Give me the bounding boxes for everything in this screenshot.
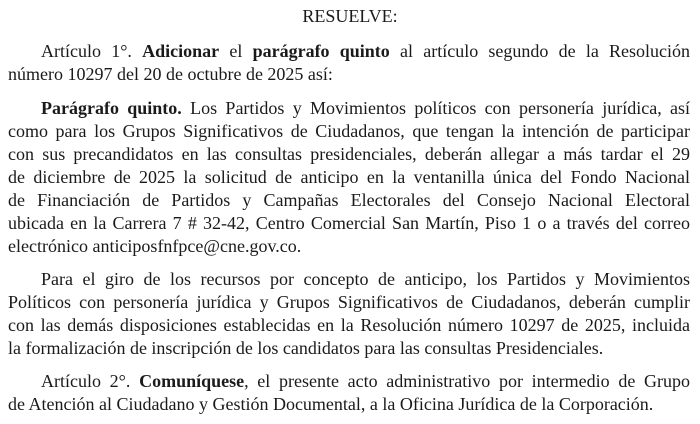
- article-1-label: Artículo 1°.: [41, 41, 132, 61]
- article-1-target: parágrafo quinto: [252, 41, 390, 61]
- giro-line-1: Para el giro de los recursos por concepto de anticipo, los Partidos y Movimientos: [41, 269, 690, 289]
- paragraph-5-line-2: como para los Grupos Significativos de Ciudadanos, que tengan la intención de participar: [8, 121, 690, 141]
- article-1-text-b: al artículo segundo de la Resolución: [400, 41, 691, 61]
- article-2-verb: Comuníquese: [139, 371, 245, 391]
- paragraph-5-line-4: de diciembre de 2025 la solicitud de anticipo en la ventanilla única del Fondo Nacional: [8, 167, 690, 187]
- article-1-verb: Adicionar: [142, 41, 220, 61]
- giro-line-2: Políticos con personería jurídica y Grupos Significativos de Ciudadanos, deberán cumplir: [8, 292, 690, 312]
- giro-line-4: la formalización de inscripción de los candidatos para las consultas Presidenciales.: [8, 338, 604, 358]
- paragraph-5-line-1: [41, 97, 690, 120]
- giro-line-3: con las demás disposiciones establecidas en la Resolución número 10297 de 2025, incluida: [8, 315, 690, 335]
- article-2-label: Artículo 2°.: [41, 371, 131, 391]
- article-1-line-2: número 10297 del 20 de octubre de 2025 así:: [8, 64, 333, 84]
- paragraph-5-line-5: de Financiación de Partidos y Campañas Electorales del Consejo Nacional Electoral: [8, 190, 690, 210]
- article-2-line-1: [41, 370, 690, 393]
- article-1-line-1: [41, 40, 690, 63]
- paragraph-5-line-7: electrónico anticiposfnfpce@cne.gov.co.: [8, 236, 302, 256]
- article-2-text: , el presente acto administrativo por intermedio de Grupo: [244, 371, 691, 391]
- article-2-line-2: de Atención al Ciudadano y Gestión Documental, a la Oficina Jurídica de la Corporación.: [8, 394, 654, 414]
- paragraph-5-label: Parágrafo quinto.: [41, 98, 182, 118]
- article-1-text-a: el: [229, 41, 243, 61]
- paragraph-5-line-3: con sus precandidatos en las consultas presidenciales, deberán allegar a más tardar el 29: [8, 144, 690, 164]
- paragraph-5-text: Los Partidos y Movimientos políticos con personería jurídica, así: [190, 98, 690, 118]
- resolution-heading: RESUELVE:: [302, 6, 398, 26]
- paragraph-5-line-6: ubicada en la Carrera 7 # 32-42, Centro Comercial San Martín, Piso 1 o a través del correo: [8, 213, 690, 233]
